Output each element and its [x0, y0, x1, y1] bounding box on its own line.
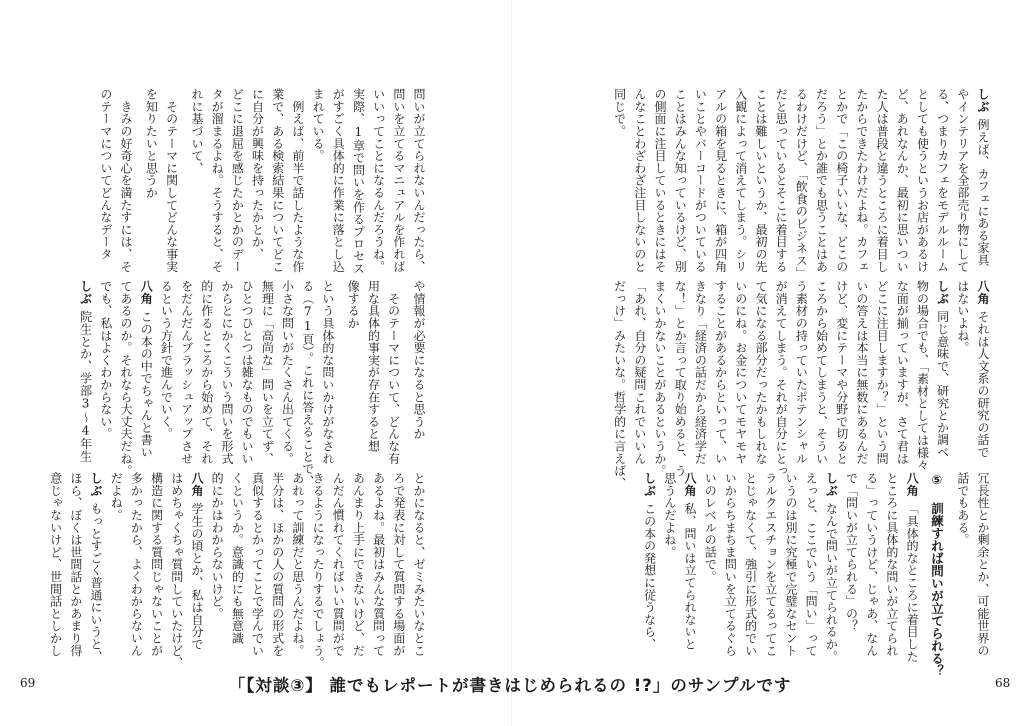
left-lower-text-band: [48, 472, 426, 669]
text-column: [763, 472, 778, 662]
text-line: することがあるからといって、い: [713, 280, 728, 465]
text-line: だよね。: [109, 472, 124, 522]
text-column: [722, 472, 737, 662]
text-column: [199, 280, 214, 465]
speaker-label: 八角: [139, 280, 154, 305]
text-line: ことはみんな知っているけど、別: [673, 88, 688, 273]
text-line: 用な具体的事実が存在すると想: [366, 280, 381, 453]
text-line: とじゃなくて、強引に形式的でい: [743, 472, 758, 657]
text-line: 学生の頃とか、私は自分で: [189, 502, 204, 651]
text-line: ことは難しいというか、最初の先: [753, 88, 768, 273]
text-line: くというか。意識的にも無意識: [230, 472, 245, 645]
text-line: るわけだけど、「飲食のビジネス」: [794, 88, 809, 279]
text-column: [371, 88, 386, 273]
text-line: 「具体的なところに着目した: [905, 502, 920, 663]
text-line: とかになると、ゼミみたいなとこ: [412, 472, 426, 657]
text-column: [270, 88, 285, 273]
text-line: 業で、ある検索結果についてどこ: [270, 88, 285, 273]
speaker-label: しぶ: [976, 88, 990, 113]
footer-sample-banner: 「【対談③】 誰でもレポートが書きはじめられるの !?」のサンプルです: [228, 676, 792, 695]
left-middle-text-band: [50, 280, 426, 488]
speaker-label: 八角: [976, 280, 990, 305]
text-column: [300, 280, 315, 488]
text-line: 例えば、カフェにある家具: [976, 118, 990, 267]
text-line: なんで問いが立てられるか。: [824, 502, 839, 663]
text-line: だろう」とか誰でも思うことはあ: [814, 88, 829, 273]
text-column: [149, 472, 164, 662]
text-line: ところに具体的な問いが立てられ: [884, 472, 899, 657]
text-column: [854, 280, 869, 465]
text-line: な！」とか言って取り始めると、う: [673, 280, 688, 477]
text-column: [652, 88, 667, 273]
text-column: [411, 88, 426, 273]
speaker-label: しぶ: [642, 472, 657, 497]
text-column: [682, 472, 697, 662]
text-column: [350, 88, 366, 275]
text-line: あるよね。最初はみんな質問って: [371, 472, 386, 657]
text-column: [239, 280, 255, 465]
text-column: [864, 472, 879, 662]
text-line: 意じゃないけど、世間話としかし: [48, 472, 63, 657]
text-line: がすごく具体的に作業に落とし込: [331, 88, 346, 273]
text-line: いうのは別に究極で完璧なセント: [783, 472, 798, 657]
text-column: [884, 472, 899, 662]
text-column: [975, 88, 990, 267]
text-line: アルの箱を見るときに、箱が四角: [713, 88, 728, 273]
text-line: きなり「経済の話だから経済学だ: [693, 280, 708, 465]
text-column: [118, 88, 133, 273]
text-column: [733, 280, 748, 465]
text-line: んだん慣れてくればいい質問がで: [331, 472, 346, 657]
text-line: からとにかくこういう問いを形式: [219, 280, 234, 465]
text-line: 像するか: [346, 280, 361, 330]
text-column: [793, 88, 809, 279]
text-column: [229, 472, 244, 662]
text-line: ど、あれなんか、最初に思いつい: [895, 88, 910, 273]
text-line: そのテーマに関してどんな事実: [164, 88, 179, 273]
text-column: [391, 472, 406, 662]
text-column: [702, 472, 717, 662]
text-line: そのテーマについて、どんな有: [386, 280, 401, 465]
text-line: この本の発想に従うなら、: [642, 502, 657, 651]
text-column: [753, 88, 768, 273]
text-column: [713, 280, 728, 465]
text-line: ころから始めてしまうと、そうい: [814, 280, 829, 465]
text-column: [632, 88, 647, 273]
text-line: ⑤ 訓練すれば問いが立てられる？: [929, 472, 945, 677]
text-line: 真似するとかってことで学んでい: [250, 472, 265, 657]
text-column: [371, 472, 386, 662]
text-line: た人は普段と違うところに着目し: [875, 88, 890, 273]
text-column: [955, 472, 970, 662]
text-line: 同じ意味で、研究とか調べ: [935, 310, 950, 459]
text-line: いのレベルの話で。: [703, 472, 718, 583]
text-column: [935, 280, 950, 459]
text-line: 半分は、ほかの人の質問の形式を: [270, 472, 285, 657]
text-line: る（71頁）。これに答えることで、: [300, 280, 315, 488]
text-line: 例えば、前半で話したような作: [290, 88, 305, 273]
right-lower-text-band: [600, 472, 990, 677]
text-line: をだんだんブラッシュアップさせ: [179, 280, 194, 465]
text-line: はめちゃくちゃ質問していたけど、: [169, 472, 184, 669]
text-column: [793, 280, 809, 465]
text-line: とかで「この椅子いいな、どこの: [834, 88, 849, 273]
text-column: [310, 88, 325, 264]
text-column: [854, 88, 869, 273]
text-line: あれって訓練だと思うんだよね。: [290, 472, 305, 657]
text-column: [692, 88, 708, 273]
text-line: でも、私はよくわからない。: [98, 280, 113, 440]
text-line: もっとすごく普通にいうと、: [89, 502, 103, 663]
text-column: [68, 472, 83, 662]
text-column: [894, 88, 910, 273]
text-column: [138, 280, 154, 459]
text-column: [803, 472, 818, 662]
right-middle-text-band: [600, 280, 990, 490]
text-column: [143, 88, 158, 264]
speaker-label: しぶ: [78, 280, 93, 305]
text-line: 構造に関する質問じゃないことが: [149, 472, 164, 657]
text-column: [814, 88, 829, 273]
text-column: [250, 472, 265, 662]
text-column: [280, 280, 295, 465]
text-column: [955, 280, 970, 456]
text-line: る、つまりカフェをモデルルーム: [935, 88, 950, 273]
speaker-label: しぶ: [824, 472, 839, 497]
text-column: [169, 472, 184, 669]
text-line: るという方針で進んでいく。: [159, 280, 174, 440]
text-column: [914, 88, 930, 273]
text-column: [975, 472, 990, 662]
page-number-right: 68: [995, 676, 1011, 690]
text-line: あんまり上手にできないけど、だ: [351, 472, 366, 657]
text-column: [229, 88, 245, 273]
text-column: [365, 280, 380, 456]
text-line: 小さな問いがたくさん出てくる。: [280, 280, 295, 465]
text-column: [290, 472, 305, 662]
text-column: [259, 280, 275, 465]
text-column: [874, 88, 890, 273]
text-line: ラルクエスチョンを立てるってこ: [763, 472, 778, 657]
text-line: れに基づいて、: [189, 88, 204, 175]
text-column: [98, 88, 113, 264]
text-line: いことやバーコードがついている: [693, 88, 708, 273]
text-line: 思うんだよね。: [662, 472, 677, 559]
text-column: [894, 280, 910, 465]
text-column: [844, 472, 859, 662]
text-line: 冗長性とか剰余とか、可能世界の: [976, 472, 990, 657]
text-line: 話でもある。: [955, 472, 970, 546]
text-column: [935, 88, 950, 273]
speaker-label: しぶ: [935, 280, 950, 305]
text-line: いいってことになるんだろうね。: [371, 88, 386, 273]
speaker-label: しぶ: [89, 472, 103, 497]
left-upper-text-band: [50, 88, 426, 275]
speaker-label: 八角: [905, 472, 920, 497]
text-column: [834, 88, 849, 273]
right-page: [512, 0, 1024, 726]
text-line: 「あれ、自分の疑問これでいいん: [632, 280, 647, 465]
text-column: [108, 472, 123, 662]
text-line: 問いを立てるマニュアルを作れば: [391, 88, 406, 273]
text-column: [652, 280, 667, 477]
text-column: [692, 280, 708, 465]
right-upper-text-band: [600, 88, 990, 279]
text-column: [290, 88, 305, 273]
text-line: この本の中でちゃんと書い: [139, 310, 154, 459]
text-line: や情報が必要になると思うか: [412, 280, 426, 440]
text-line: だと思っているとそこに着目する: [774, 88, 789, 273]
text-column: [98, 280, 113, 456]
text-line: ほら、ぼくは世間話とかあまり得: [68, 472, 83, 657]
text-line: 無理に「高尚な」問いを立てず、: [260, 280, 275, 465]
text-line: で「問いが立てられる」の？: [844, 472, 859, 632]
text-column: [672, 88, 688, 273]
text-column: [209, 472, 224, 662]
text-line: る」っていうけど、じゃあ、なん: [864, 472, 879, 657]
speaker-label: 八角: [683, 472, 697, 497]
text-line: やインテリアを全部売り物にして: [955, 88, 970, 273]
text-line: まれている。: [311, 88, 326, 162]
text-column: [391, 88, 406, 273]
text-column: [955, 88, 970, 273]
text-column: [823, 472, 838, 662]
text-column: [642, 472, 657, 662]
text-column: [320, 280, 335, 465]
text-column: [773, 280, 789, 477]
text-column: [632, 280, 647, 465]
text-line: いからちまちま問いを立てるぐら: [723, 472, 738, 657]
text-line: 多かったから、よくわからないん: [129, 472, 144, 657]
text-column: [662, 472, 677, 662]
text-column: [250, 88, 265, 264]
text-column: [48, 472, 63, 662]
text-line: はないよね。: [955, 280, 970, 354]
text-line: てあるのか。それなら大丈夫だね。: [119, 280, 133, 477]
text-line: という具体的な問いかけがなされ: [320, 280, 335, 465]
text-line: んなことわざわざ注目しないのと: [632, 88, 647, 273]
text-line: えっと、ここでいう「問い」って: [804, 472, 819, 657]
text-column: [914, 280, 930, 471]
text-line: 私、問いは立てられないと: [683, 502, 697, 651]
text-column: [164, 88, 179, 273]
text-column: [158, 280, 173, 456]
text-line: う素材の持っていたポテンシャル: [794, 280, 809, 465]
text-column: [345, 280, 360, 456]
text-line: どこに退屈を感じたかとかのデー: [230, 88, 245, 273]
text-line: 的にかはわからないけど。: [210, 472, 225, 620]
text-column: [270, 472, 285, 662]
text-line: のテーマについてどんなデータ: [98, 88, 113, 261]
text-column: [350, 472, 365, 662]
text-column: [88, 472, 103, 662]
text-line: が消えてしまう。それが自分にとっ: [774, 280, 789, 477]
text-column: [128, 472, 143, 662]
text-line: としても使うというお店があるけ: [915, 88, 930, 273]
text-line: それは人文系の研究の話で: [976, 310, 990, 459]
text-column: [209, 88, 225, 273]
text-column: [310, 472, 326, 669]
text-column: [219, 280, 234, 465]
text-line: まくいかないことがあるというか。: [653, 280, 667, 477]
text-line: だっけ」みたいな。哲学的に言えば、: [612, 280, 627, 490]
text-column: [713, 88, 728, 273]
text-column: [773, 88, 789, 273]
text-line: に自分が興味を持ったかとか、: [250, 88, 265, 261]
text-column: [411, 280, 426, 456]
page-number-left: 69: [20, 676, 36, 690]
text-column: [783, 472, 798, 662]
text-column: [975, 280, 990, 459]
text-column: [904, 472, 919, 662]
text-column: [753, 280, 768, 465]
text-column: [330, 472, 345, 662]
text-column: [78, 280, 93, 463]
text-line: きみの好奇心を満たすには、そ: [119, 88, 133, 273]
text-line: いのにね。お金についてモヤモヤ: [733, 280, 748, 465]
text-column: [330, 88, 346, 273]
text-column: [874, 280, 890, 465]
text-column: [386, 280, 401, 465]
text-line: きるようになったりするでしょう。: [311, 472, 326, 669]
text-line: の側面に注目しているときにはそ: [653, 88, 667, 273]
text-line: 同じで。: [612, 88, 627, 138]
text-column: [189, 88, 204, 264]
text-line: 入観によって消えてしまう。シリ: [733, 88, 748, 273]
text-column: [834, 280, 849, 465]
text-line: 的に作るところから始めて、それ: [199, 280, 214, 465]
text-column: [612, 280, 627, 490]
text-line: を知りたいと思うか: [144, 88, 159, 199]
text-line: ろで発表に対して質問する場面が: [391, 472, 406, 657]
text-line: どこに注目しますか？」という問: [875, 280, 890, 465]
text-column: [189, 472, 204, 662]
speaker-label: 八角: [189, 472, 204, 497]
text-column: [733, 88, 748, 273]
text-line: けど、変にテーマや分野で切ると: [834, 280, 849, 465]
text-line: て気になる部分だったかもしれな: [753, 280, 768, 465]
text-column: [411, 472, 426, 662]
text-line: ひとつひとつは雑なものでもいい: [240, 280, 255, 465]
text-line: 院生とか、学部3〜4年生: [78, 310, 93, 463]
text-line: いの答えは本当に無数にあるんだ: [854, 280, 869, 465]
section-heading: [929, 472, 944, 677]
text-column: [672, 280, 688, 477]
text-line: 実際、1章で問いを作るプロセス: [351, 88, 366, 275]
text-line: たからできたわけだよね。カフェ: [854, 88, 869, 273]
text-column: [179, 280, 194, 465]
text-line: 物の場合でも、「素材としては様々: [915, 280, 930, 471]
text-line: な面が揃っていますが、さて君は: [895, 280, 910, 465]
text-column: [743, 472, 758, 662]
text-line: タが溜まるよね。そうすると、そ: [210, 88, 225, 273]
text-column: [118, 280, 133, 477]
text-line: 問いが立てられないんだったら、: [412, 88, 426, 273]
text-column: [612, 88, 627, 264]
text-column: [814, 280, 829, 465]
